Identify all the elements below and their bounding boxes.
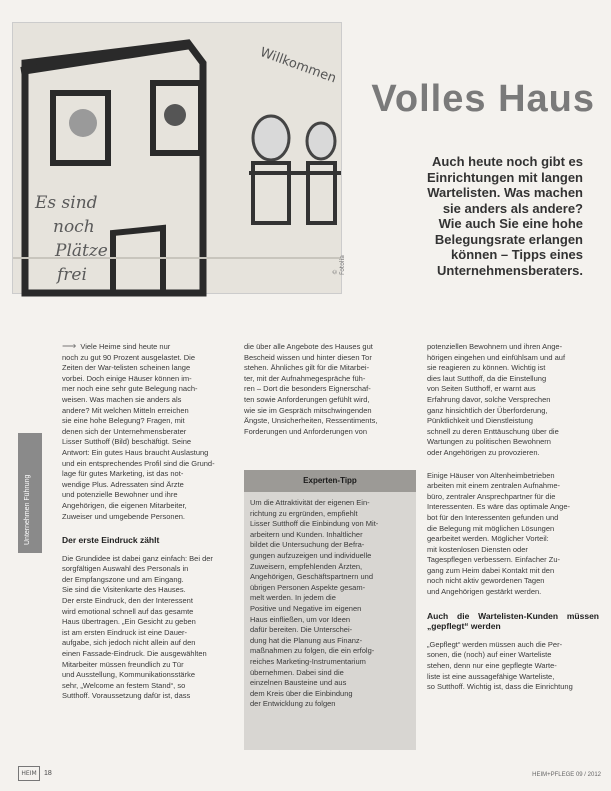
- body-line: mit kostenlosen Diensten oder: [427, 544, 528, 554]
- body-line: dafür bereiten. Die Unterschei-: [250, 625, 353, 635]
- subheading: Der erste Eindruck zählt: [62, 535, 160, 546]
- body-line: hörigen eingehen und einfühlsam und auf: [427, 352, 566, 362]
- body-line: übernehmen. Dabei sind die: [250, 667, 344, 677]
- body-line: „Gepflegt“ werden müssen auch die Per-: [427, 639, 563, 649]
- section-tab-label: Unternehmen Führung: [24, 474, 31, 545]
- body-line: Einige Häuser von Altenheimbetrieben: [427, 470, 555, 480]
- body-line: weisen. Was machen sie anders als: [62, 394, 182, 404]
- expert-tip-body: [244, 492, 416, 710]
- body-line: gungen aufzuzeigen und individuelle: [250, 550, 372, 560]
- sign-line-3: Plätze: [55, 241, 108, 261]
- publication-info: HEIM+PFLEGE 09 / 2012: [532, 772, 601, 778]
- body-line: arbeitern und Kunden. Inhaltlicher: [250, 529, 363, 539]
- body-line: liste ist eine aussagefähige Warteliste,: [427, 671, 555, 681]
- body-line: Zuweisern, empfehlenden Ärzten,: [250, 561, 363, 571]
- body-line: einen Fassade-Eindruck. Die ausgewählten: [62, 649, 207, 659]
- handwritten-sign: [35, 191, 108, 287]
- intro-line: Einrichtungen mit langen: [426, 169, 583, 185]
- body-line: ist am ersten Eindruck ist eine Dauer-: [62, 627, 188, 637]
- body-line: stehen, denn nur eine gepflegte Warte-: [427, 661, 557, 671]
- body-line: gang zum Heim dabei Kontakt mit den: [427, 565, 555, 575]
- column-1: [62, 342, 232, 702]
- column-3: [427, 342, 599, 693]
- body-line: einzelnen Bausteine und aus: [250, 678, 347, 688]
- body-line: ter, mit der Aufnahmegespräche füh-: [244, 373, 366, 383]
- body-line: ren – Dort die besonders Eignerschaf-: [244, 384, 371, 394]
- body-line: bot für den Interessenten gefunden und: [427, 512, 559, 522]
- body-line: wendige Plus. Adressaten sind Ärzte: [62, 479, 184, 489]
- article-photo: [12, 22, 346, 294]
- body-line: übrigen Personen Aspekte gesam-: [250, 582, 366, 592]
- body-line: maßnahmen zu folgen, die ein erfolg-: [250, 646, 375, 656]
- body-line: Zuweiser und umgebende Personen.: [62, 511, 185, 521]
- body-line: sehr, „Welcome an festem Stand“, so: [62, 680, 186, 690]
- body-line: arbeiten mit einem zentralen Aufnahme-: [427, 481, 560, 491]
- body-line: vorbei. Doch einige Häuser können im-: [62, 373, 192, 383]
- body-line: Sie sind die Visitenkarte des Hauses.: [62, 585, 186, 595]
- body-line: Ängste, Unsicherheiten, Ressentiments,: [244, 416, 378, 426]
- body-line: dem Kreis über die Einbindung: [250, 688, 353, 698]
- body-line: wird emotional schnell auf das gesamte: [62, 606, 194, 616]
- body-line: sie reagieren zu können. Wichtig ist: [427, 363, 546, 373]
- body-line: büro, zentraler Ansprechpartner für die: [427, 491, 556, 501]
- body-line: andere? Mit welchen Mitteln erreichen: [62, 405, 189, 415]
- body-line: Mitarbeiter müssen freundlich zu Tür: [62, 659, 184, 669]
- body-line: Positive und Negative im eigenen: [250, 603, 362, 613]
- intro-line: Wie auch Sie eine hohe: [438, 216, 583, 231]
- body-line: der Empfangszone und am Eingang.: [62, 574, 184, 584]
- body-line: Pünktlichkeit und Dienstleistung: [427, 416, 533, 426]
- article-title: Volles Haus: [371, 78, 595, 120]
- body-line: Lisser Sutthoff (Bild) beschäftigt. Seine: [62, 437, 192, 447]
- welcome-banner-text: Willkommen: [257, 45, 339, 87]
- body-line: Angehörigen, Geschäftspartnern und: [250, 572, 373, 582]
- body-line: Erfahrung davor, solche Versprechen: [427, 394, 551, 404]
- body-line: ten sowie Anforderungen gefühlt wird,: [244, 394, 370, 404]
- body-line: und Angehörigen gestärkt werden.: [427, 587, 542, 597]
- column-2: [244, 342, 414, 437]
- body-line: dung hat die Planung aus Finanz-: [250, 635, 363, 645]
- body-line: Lisser Sutthoff die Einbindung von Mit-: [250, 519, 379, 529]
- section-tab: [18, 433, 42, 553]
- body-line: Forderungen und Anforderungen von: [244, 426, 368, 436]
- body-line: melt werden. In jedem die: [250, 593, 336, 603]
- body-line: ganz hinsichtlich der Überforderung,: [427, 405, 548, 415]
- body-line: Der erste Eindruck, den der Interessent: [62, 596, 193, 606]
- intro-line: können – Tipps eines: [451, 247, 583, 262]
- body-line: und ein entsprechendes Profil sind die Grund-: [62, 458, 215, 468]
- page-number: 18: [44, 770, 52, 777]
- body-line: wie sie im Gespräch mitschwingenden: [244, 405, 372, 415]
- body-line: und Ausstellung, Kommunikationsstärke: [62, 670, 195, 680]
- body-line: gearbeitet werden. Möglicher Vorteil:: [427, 534, 549, 544]
- body-line: bildet die Untersuchung der Befra-: [250, 540, 365, 550]
- expert-tip-box: [244, 470, 416, 750]
- body-line: sonen, die (noch) auf einer Warteliste: [427, 650, 552, 660]
- body-line: Sutthoff. Voraussetzung dafür ist, dass: [62, 691, 191, 701]
- expert-tip-heading: Experten-Tipp: [244, 470, 416, 492]
- body-line: Bescheid wissen und hinter diesen Tor: [244, 352, 372, 362]
- body-line: dies laut Sutthoff, da die Einstellung: [427, 373, 547, 383]
- body-line: reiches Marketing-Instrumentarium: [250, 656, 366, 666]
- body-line: so Sutthoff. Wichtig ist, dass die Einrichtung: [427, 682, 573, 692]
- body-line: richtung zu ergründen, empfiehlt: [250, 508, 358, 518]
- body-line: Interessenten. Es wäre das optimale Ange-: [427, 502, 570, 512]
- sign-line-2: noch: [53, 217, 95, 237]
- body-line: Um die Attraktivität der eigenen Ein-: [250, 498, 370, 507]
- subheading: Auch die Wartelisten-Kunden müssen „gepflegt“ werden: [427, 610, 599, 632]
- sign-line-1: Es sind: [35, 193, 98, 213]
- body-line: sorgfältigen Auswahl des Personals in: [62, 564, 189, 574]
- intro-line: Auch heute noch gibt es: [432, 154, 583, 169]
- body-line: und potenzielle Bewohner und ihre: [62, 490, 178, 500]
- body-line: stehen. Ähnliches gilt für die Mitarbei-: [244, 363, 370, 373]
- body-line: die über alle Angebote des Hauses gut: [244, 342, 373, 351]
- intro-line: Belegungsrate erlangen: [434, 231, 583, 247]
- article-intro: [353, 154, 583, 278]
- photo-credit: © Fotolia: [332, 255, 346, 275]
- body-line: sie eine hohe Belegung? Fragen, mit: [62, 416, 185, 426]
- body-line: Zeiten der War-telisten scheinen lange: [62, 363, 191, 373]
- body-line: Tagespflegen verbessern. Einfacher Zu-: [427, 555, 560, 565]
- body-line: Haus einfließen, um vor Ideen: [250, 614, 351, 624]
- intro-line: sie anders als andere?: [442, 200, 583, 216]
- body-line: Haus übertragen. „Ein Gesicht zu geben: [62, 617, 196, 627]
- body-line: Antwort: Ein gutes Haus braucht Auslastung: [62, 447, 209, 457]
- intro-line: Wartelisten. Was machen: [427, 185, 583, 200]
- body-line: potenziellen Bewohnern und ihren Ange-: [427, 342, 563, 351]
- body-line: oder Angehörigen zu provozieren.: [427, 447, 540, 457]
- body-line: Wartungen zu politischen Bewohnern: [427, 437, 551, 447]
- sign-line-4: frei: [57, 265, 87, 285]
- body-line: Angehörigen, die eigenen Mitarbeiter,: [62, 500, 187, 510]
- body-line: ⟶ Viele Heime sind heute nur: [62, 341, 171, 352]
- magazine-logo: HEIM: [18, 766, 40, 781]
- body-line: die Belegung mit möglichen Lösungen: [427, 523, 555, 533]
- body-line: denen sich der Unternehmensberater: [62, 426, 187, 436]
- body-line: von Seiten Sutthoff, er warnt aus: [427, 384, 536, 394]
- body-line: lage für gutes Marketing, ist das not-: [62, 469, 184, 479]
- body-line: noch nicht aktiv gewordenen Tagen: [427, 576, 545, 586]
- body-line: noch zu gut 90 Prozent ausgelastet. Die: [62, 352, 196, 362]
- body-line: Die Grundidee ist dabei ganz einfach: Bei der: [62, 553, 213, 563]
- arrow-icon: ⟶: [62, 341, 77, 352]
- body-line: aufgabe, sich jedoch nicht allein auf den: [62, 638, 196, 648]
- body-line: mer noch eine sehr gute Belegung nach-: [62, 384, 198, 394]
- body-line: der Entwicklung zu folgen: [250, 699, 336, 709]
- body-line: schnell zu deren Enttäuschung über die: [427, 426, 559, 436]
- intro-line: Unternehmensberaters.: [437, 262, 583, 278]
